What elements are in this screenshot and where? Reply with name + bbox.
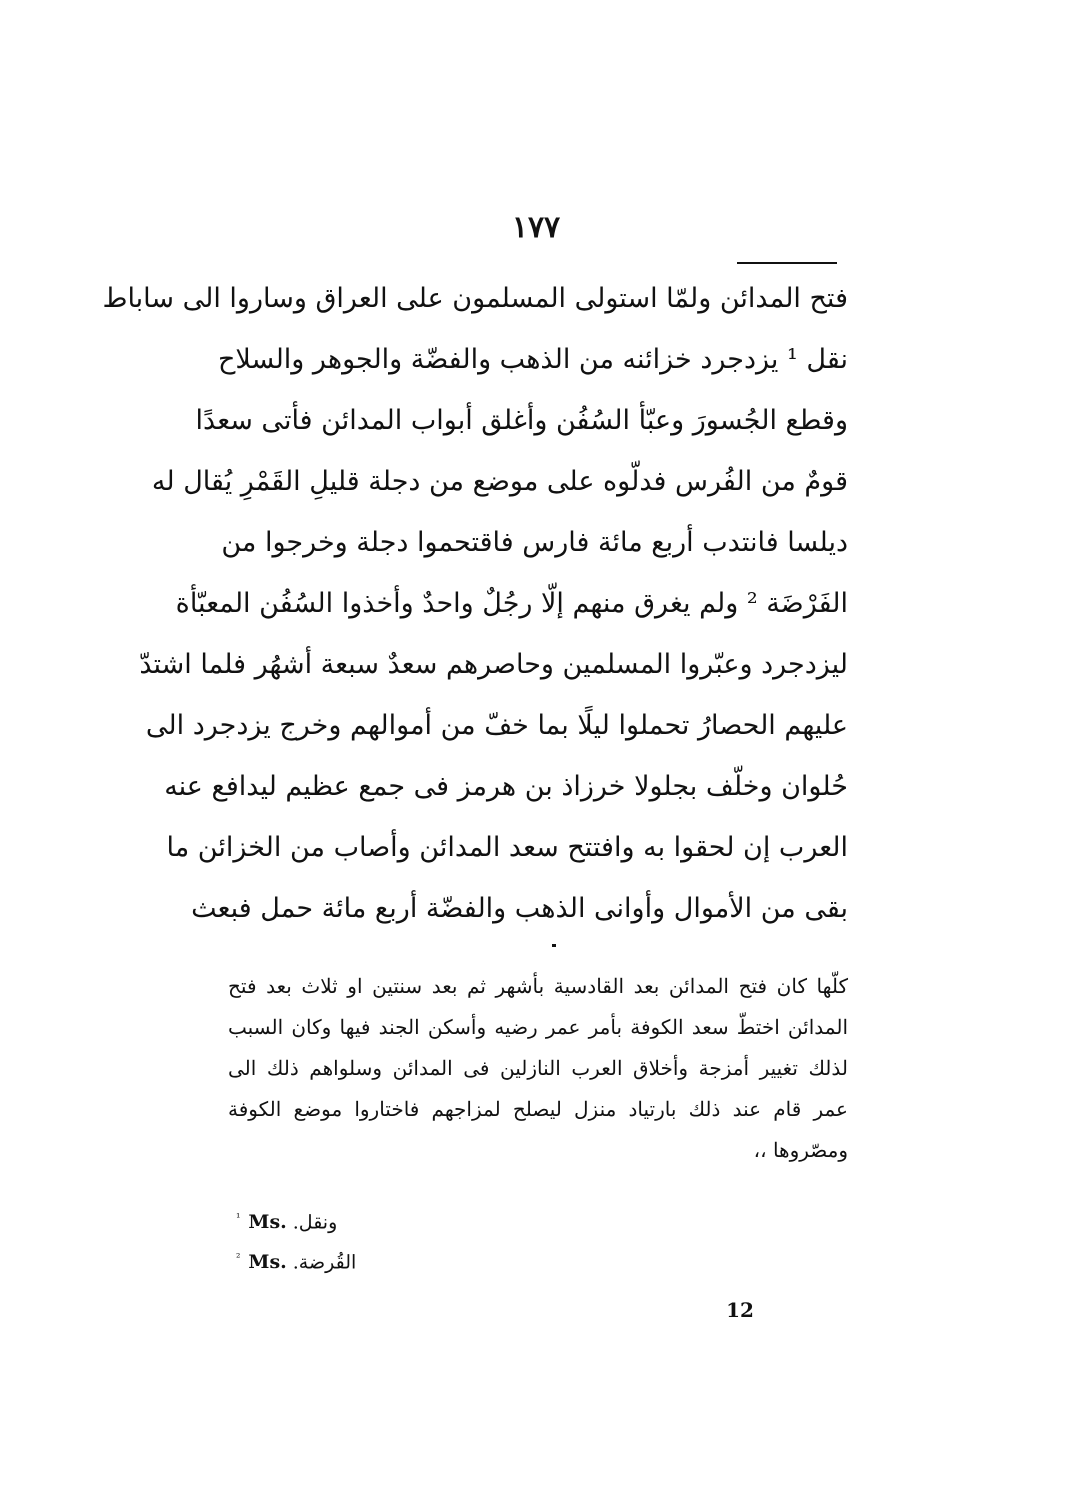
main-line: حُلوان وخلّف بجلولا خرزاذ بن هرمز فى جمع عظيم ليدافع عنه [164,771,848,802]
main-line: فتح المدائن ولمّا استولى المسلمون على العراق وساروا الى ساباط [102,283,848,314]
footnote-mark: ¹ [236,1211,241,1224]
note-line: ومصّروها ،، [753,1138,848,1162]
footnote [236,1238,536,1278]
main-text [102,268,848,939]
footnote [236,1198,536,1238]
note-block [228,966,848,1171]
footnote-word: القُرضة. [292,1251,357,1274]
footnote-word: ونقل. [292,1211,338,1234]
note-separator [552,944,556,947]
main-line: العرب إن لحقوا به وافتتح سعد المدائن وأصاب من الخزائن ما [166,832,848,863]
note-line: عمر قام عند ذلك بارتياد منزل ليصلح لمزاجهم فاختاروا موضع الكوفة [228,1097,848,1121]
note-line: لذلك تغيير أمزجة وأخلاق العرب النازلين فى المدائن وسلواهم ذلك الى [228,1056,848,1080]
main-line: بقى من الأموال وأوانى الذهب والفضّة أربع مائة حمل فبعث [191,893,848,924]
header-rule [737,262,837,264]
footnote-ms: Ms. [248,1251,287,1274]
note-line: كلّها كان فتح المدائن بعد القادسية بأشهر ثم بعد سنتين او ثلاث بعد فتح [228,974,848,998]
main-line: ديلسا فانتدب أربع مائة فارس فاقتحموا دجلة وخرجوا من [221,527,848,558]
page-number: ١٧٧ [511,210,561,245]
note-line: المدائن اختطّ سعد الكوفة بأمر عمر رضيه وأسكن الجند فيها وكان السبب [228,1015,848,1039]
main-line: قومٌ من الفُرس فدلّوه على موضع من دجلة قليلِ القَمْرِ يُقال له [151,466,848,497]
main-line: عليهم الحصارُ تحملوا ليلًا بما خفّ من أموالهم وخرج يزدجرد الى [145,710,848,741]
main-line: ليزدجرد وعبّروا المسلمين وحاصرهم سعدٌ سبعة أشهُر فلما اشتدّ [139,649,848,680]
footnote-mark: ² [236,1251,241,1264]
footnote-ms: Ms. [248,1211,287,1234]
footnotes [236,1198,536,1278]
main-line: الفَرْضَة ² ولم يغرق منهم إلّا رجُلٌ واحدٌ وأخذوا السُفُن المعبّأة [175,588,848,619]
signature-mark: 12 [726,1298,754,1322]
main-line: وقطع الجُسورَ وعبّأ السُفُن وأغلق أبواب المدائن فأتى سعدًا [195,405,848,436]
main-line: نقل ¹ يزدجرد خزائنه من الذهب والفضّة والجوهر والسلاح [217,344,848,375]
